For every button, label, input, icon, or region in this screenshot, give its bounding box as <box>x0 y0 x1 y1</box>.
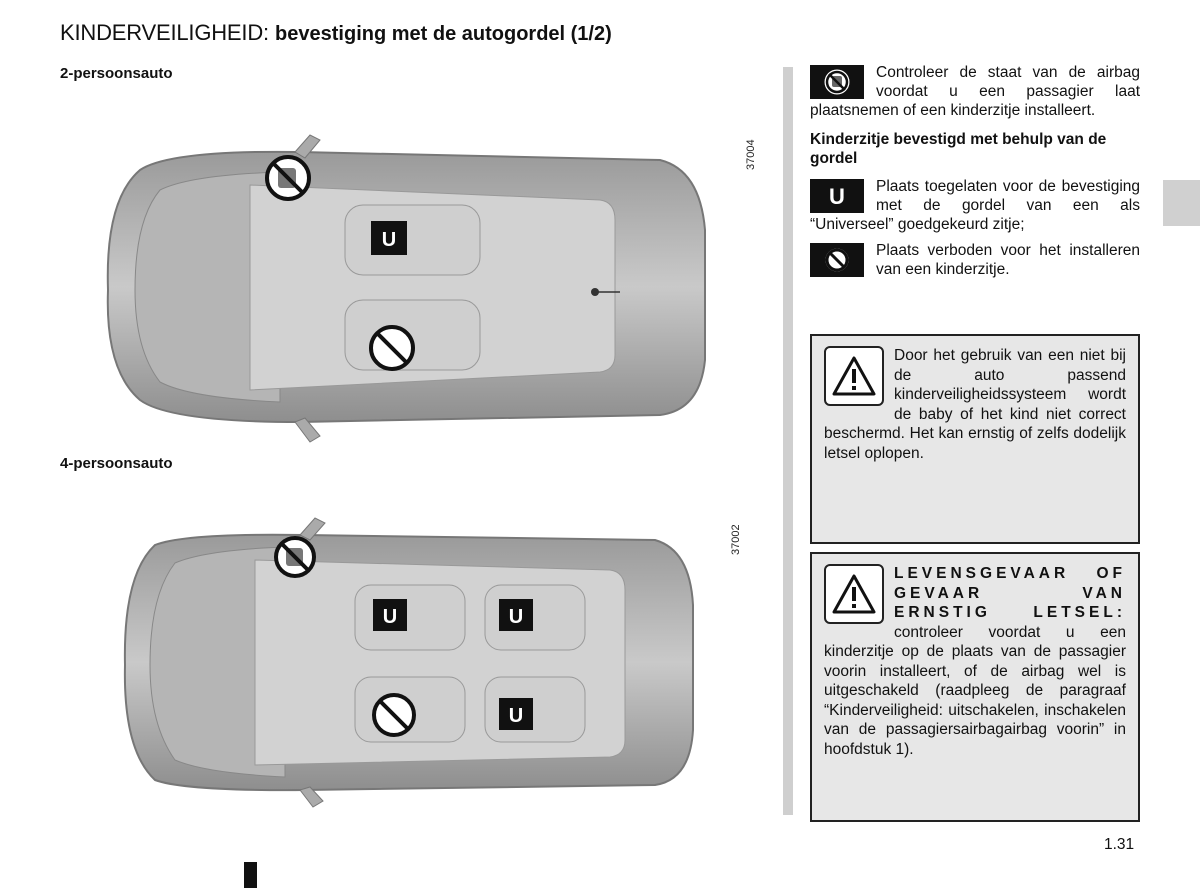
intro-paragraph <box>810 63 1140 120</box>
page-marker-bar <box>244 862 257 888</box>
prohibited-icon <box>371 327 413 369</box>
figure-code-four-seat: 37002 <box>730 524 742 555</box>
universal-seat-marker <box>499 698 533 730</box>
prohibited-icon <box>374 695 414 735</box>
universal-seat-marker <box>371 221 407 255</box>
page-number: 1.31 <box>1104 836 1135 853</box>
warning-triangle-icon <box>824 564 884 624</box>
forbidden-text: Plaats verboden voor het installeren van een kinderzitje. <box>876 242 1140 278</box>
warning-box-airbag <box>810 552 1140 822</box>
universal-seat-icon: U <box>810 179 864 213</box>
prohibited-icon <box>810 243 864 277</box>
seat-label-u: U <box>381 229 397 251</box>
column-divider <box>783 67 793 815</box>
caption-two-seat: 2-persoonsauto <box>60 65 173 82</box>
section-heading: Kinderzitje bevestigd met behulp van de gordel <box>810 131 1107 167</box>
warning2-lead: LEVENSGEVAAR OF GEVAAR VAN ERNSTIG LETSEL: <box>894 565 1126 621</box>
car-diagram-two-seat <box>100 130 720 450</box>
seat-label-u: U <box>382 606 398 628</box>
caption-four-seat: 4-persoonsauto <box>60 455 173 472</box>
page-title <box>60 20 612 46</box>
allowed-text: Plaats toegelaten voor de bevestiging met de gordel van een als “Universeel” goedgekeurd zitje; <box>810 178 1140 233</box>
seat-label-u: U <box>508 606 524 628</box>
warning1-text: Door het gebruik van een niet bij de auto passend kinderveiligheidssysteem wordt de baby of het kind niet correct beschermd. Het kan ernstig of zelfs dodelijk letsel oplopen. <box>824 347 1126 462</box>
warning-box-incompatible-seat <box>810 334 1140 544</box>
forbidden-paragraph <box>810 241 1140 279</box>
no-child-seat-airbag-icon <box>267 157 309 199</box>
figure-code-two-seat: 37004 <box>745 139 757 170</box>
title-sub: bevestiging met de autogordel (1/2) <box>275 23 612 45</box>
title-main: KINDERVEILIGHEID: <box>60 20 269 45</box>
warning2-text: controleer voordat u een kinderzitje op de plaats van de passagier voorin installeert, of de airbag wel is uitgeschakeld (raadpleeg de paragraaf “Kinderveiligheid: uitschakelen, inschakelen van de passagiersairbagairbag voorin” in hoofdstuk 1). <box>824 623 1126 758</box>
universal-seat-marker <box>373 599 407 631</box>
car-diagram-four-seat <box>115 515 715 815</box>
intro-text: Controleer de staat van de airbag voordat u een passagier laat plaatsnemen of een kinderzitje installeert. <box>810 64 1140 119</box>
no-child-seat-airbag-icon <box>810 65 864 99</box>
seat-label-u: U <box>508 705 524 727</box>
right-column <box>810 63 1140 279</box>
warning-triangle-icon <box>824 346 884 406</box>
section-tab <box>1163 180 1200 226</box>
allowed-paragraph <box>810 177 1140 234</box>
no-child-seat-airbag-icon <box>276 538 314 576</box>
universal-seat-marker <box>499 599 533 631</box>
